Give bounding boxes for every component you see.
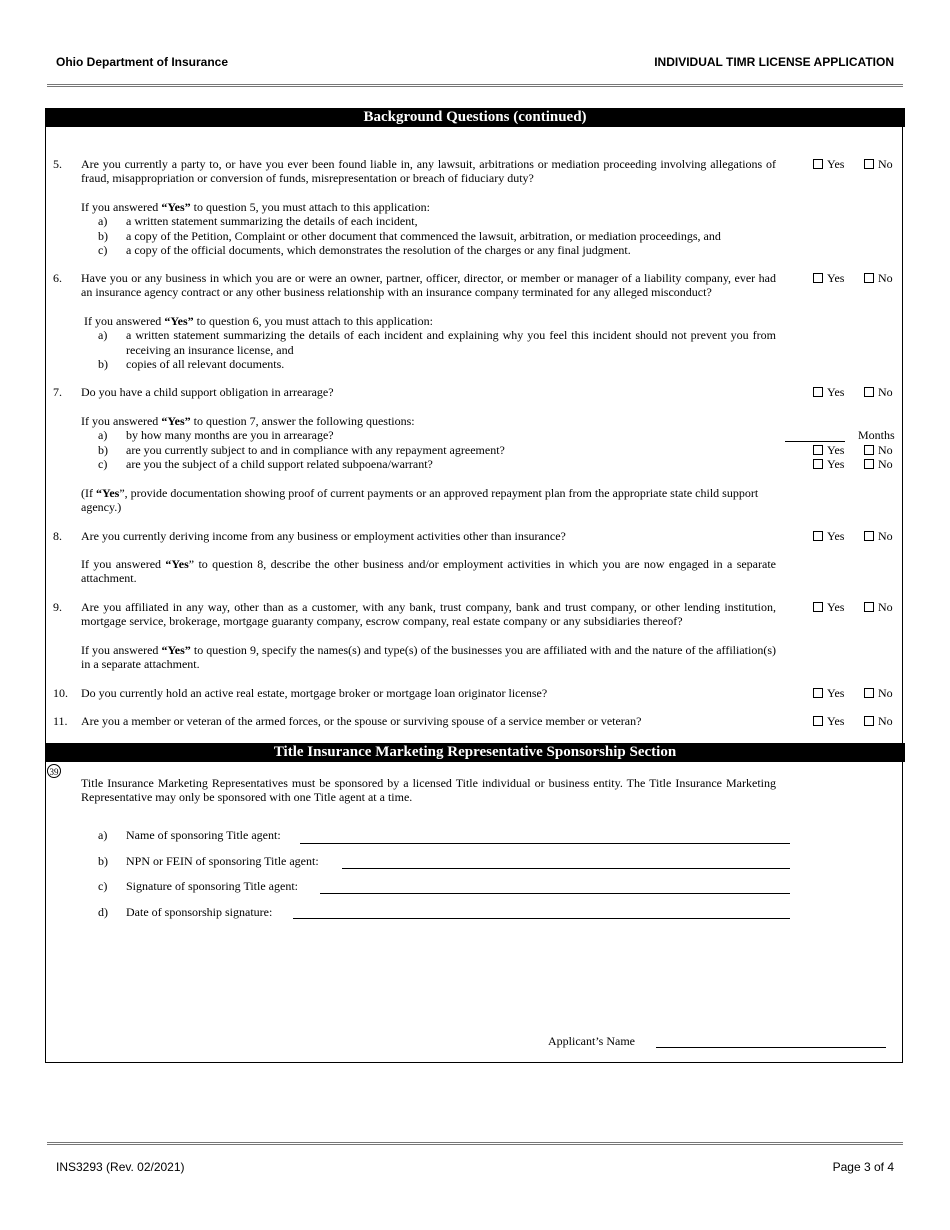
q9-text: Are you affiliated in any way, other than as a customer, with any bank, trust company, bank and trust company, or other lending institution, mortgage service, brokerage, mortgage guaranty company, escrow company, real estate company or any subsidiaries thereof? (81, 600, 776, 629)
q6-item-a: a) a written statement summarizing the details of each incident and explaining why you feel this incident should not prevent you from receiving an insurance license, and (98, 328, 776, 357)
sponsor-signature-label: Signature of sponsoring Title agent: (126, 879, 298, 893)
q6-yes-option[interactable]: Yes (813, 271, 844, 286)
q8-no-option[interactable]: No (864, 529, 893, 544)
q11-yes-option[interactable]: Yes (813, 714, 844, 729)
agency-name: Ohio Department of Insurance (56, 55, 229, 69)
q9-number: 9. (53, 600, 62, 614)
q8-no-checkbox[interactable] (864, 531, 874, 541)
q7-item-a: a) by how many months are you in arrearage? (98, 428, 334, 443)
q7a-months-label: Months (858, 428, 895, 442)
q11-no-checkbox[interactable] (864, 716, 874, 726)
q11-number: 11. (53, 714, 68, 728)
q5-item-a: a) a written statement summarizing the details of each incident, (98, 214, 418, 229)
q7c-no-checkbox[interactable] (864, 459, 874, 469)
applicant-name-label: Applicant’s Name (548, 1034, 635, 1048)
q7c-yes-checkbox[interactable] (813, 459, 823, 469)
q10-yes-option[interactable]: Yes (813, 686, 844, 701)
sponsor-date-label: Date of sponsorship signature: (126, 905, 273, 919)
q6-no-option[interactable]: No (864, 271, 893, 286)
q10-no-checkbox[interactable] (864, 688, 874, 698)
q10-no-option[interactable]: No (864, 686, 893, 701)
q9-no-checkbox[interactable] (864, 602, 874, 612)
q7b-yes-option[interactable]: Yes (813, 443, 844, 458)
footer-rule (47, 1142, 903, 1145)
q9-yes-option[interactable]: Yes (813, 600, 844, 615)
q7-item-b: b) are you currently subject to and in compliance with any repayment agreement? (98, 442, 505, 457)
q7-number: 7. (53, 385, 62, 399)
q5-text: Are you currently a party to, or have you ever been found liable in, any lawsuit, arbitrations or mediation proceeding involving allegations of fraud, misappropriation or conversion of funds, misrepresentation or breach of fiduciary duty? (81, 157, 776, 186)
q6-no-checkbox[interactable] (864, 273, 874, 283)
q7-followup: If you answered “Yes” to question 7, answer the following questions: a) by how many months are you in arrearage? b) are you currently subject to and in compliance with any repayment agreement? c) are you the subject of a child support related subpoena/warrant? (81, 414, 776, 471)
q8-number: 8. (53, 529, 62, 543)
sponsor-field-d-letter: d) (98, 905, 108, 919)
q5-number: 5. (53, 157, 62, 171)
q9-followup: If you answered “Yes” to question 9, specify the names(s) and type(s) of the businesses you are affiliated with and the nature of the affiliation(s) in a separate attachment. (81, 643, 776, 672)
q7-yes-checkbox[interactable] (813, 387, 823, 397)
q5-item-b: b) a copy of the Petition, Complaint or other document that commenced the lawsuit, arbitration, or mediation proceedings, and (98, 228, 721, 243)
q7a-months-input[interactable] (785, 441, 845, 442)
q8-yes-checkbox[interactable] (813, 531, 823, 541)
sponsor-name-label: Name of sponsoring Title agent: (126, 828, 281, 842)
sponsor-signature-input[interactable] (320, 893, 790, 894)
q5-item-c: c) a copy of the official documents, which demonstrates the resolution of the charges or any final judgment. (98, 242, 631, 257)
q10-yes-checkbox[interactable] (813, 688, 823, 698)
q11-text: Are you a member or veteran of the armed forces, or the spouse or surviving spouse of a service member or veteran? (81, 714, 642, 728)
q7b-no-checkbox[interactable] (864, 445, 874, 455)
q6-text: Have you or any business in which you are or were an owner, partner, officer, director, or member or manager of a liability company, ever had an insurance agency contract or any other business relationship with an insurance company terminated for any alleged misconduct? (81, 271, 776, 300)
sponsor-date-input[interactable] (293, 918, 790, 919)
q7-no-checkbox[interactable] (864, 387, 874, 397)
sponsor-name-input[interactable] (300, 843, 790, 844)
q7-yes-option[interactable]: Yes (813, 385, 844, 400)
q7c-yes-option[interactable]: Yes (813, 457, 844, 472)
form-title: INDIVIDUAL TIMR LICENSE APPLICATION (654, 55, 894, 69)
sponsor-field-b-letter: b) (98, 854, 108, 868)
q11-no-option[interactable]: No (864, 714, 893, 729)
q5-no-option[interactable]: No (864, 157, 893, 172)
sponsor-npn-label: NPN or FEIN of sponsoring Title agent: (126, 854, 319, 868)
q9-no-option[interactable]: No (864, 600, 893, 615)
q5-no-checkbox[interactable] (864, 159, 874, 169)
q10-text: Do you currently hold an active real estate, mortgage broker or mortgage loan originator license? (81, 686, 548, 700)
q5-yes-option[interactable]: Yes (813, 157, 844, 172)
q9-yes-checkbox[interactable] (813, 602, 823, 612)
section-marker-badge: 39 (47, 764, 61, 778)
form-id: INS3293 (Rev. 02/2021) (56, 1160, 185, 1174)
q5-yes-checkbox[interactable] (813, 159, 823, 169)
q8-text: Are you currently deriving income from any business or employment activities other than insurance? (81, 529, 566, 543)
q7b-no-option[interactable]: No (864, 443, 893, 458)
q6-number: 6. (53, 271, 62, 285)
q7-text: Do you have a child support obligation in arrearage? (81, 385, 334, 399)
applicant-name-input[interactable] (656, 1047, 886, 1048)
q11-yes-checkbox[interactable] (813, 716, 823, 726)
section-header-background: Background Questions (continued) (45, 108, 905, 127)
q8-followup: If you answered “Yes” to question 8, describe the other business and/or employment activities in which you are now engaged in a separate attachment. (81, 557, 776, 586)
q6-followup: If you answered “Yes” to question 6, you must attach to this application: a) a written statement summarizing the details of each incident and explaining why you feel this incident should not prevent you from receiving an insurance license, and b) copies of all relevant documents. (84, 314, 776, 371)
section-header-sponsorship: Title Insurance Marketing Representative Sponsorship Section (45, 743, 905, 762)
q7-no-option[interactable]: No (864, 385, 893, 400)
q7-item-c: c) are you the subject of a child support related subpoena/warrant? (98, 456, 433, 471)
q5-followup: If you answered “Yes” to question 5, you must attach to this application: a) a written statement summarizing the details of each incident, b) a copy of the Petition, Complaint or other document that commenced the lawsuit, arbitration, or mediation proceedings, and c) a copy of the official documents, which demonstrates the resolution of the charges or any final judgment. (81, 200, 776, 257)
sponsor-field-a-letter: a) (98, 828, 108, 842)
header-rule (47, 84, 903, 87)
sponsor-field-c-letter: c) (98, 879, 108, 893)
q7-note: (If “Yes”, provide documentation showing proof of current payments or an approved repayment plan from the appropriate state child support agency.) (81, 486, 759, 515)
q8-yes-option[interactable]: Yes (813, 529, 844, 544)
q7c-no-option[interactable]: No (864, 457, 893, 472)
q7b-yes-checkbox[interactable] (813, 445, 823, 455)
q6-item-b: b) copies of all relevant documents. (98, 356, 285, 371)
sponsor-intro: Title Insurance Marketing Representatives must be sponsored by a licensed Title individual or business entity. The Title Insurance Marketing Representative may only be sponsored with one Title agent at a time. (81, 776, 776, 805)
q10-number: 10. (53, 686, 68, 700)
q6-yes-checkbox[interactable] (813, 273, 823, 283)
page-number: Page 3 of 4 (832, 1160, 894, 1174)
sponsor-npn-input[interactable] (342, 868, 790, 869)
